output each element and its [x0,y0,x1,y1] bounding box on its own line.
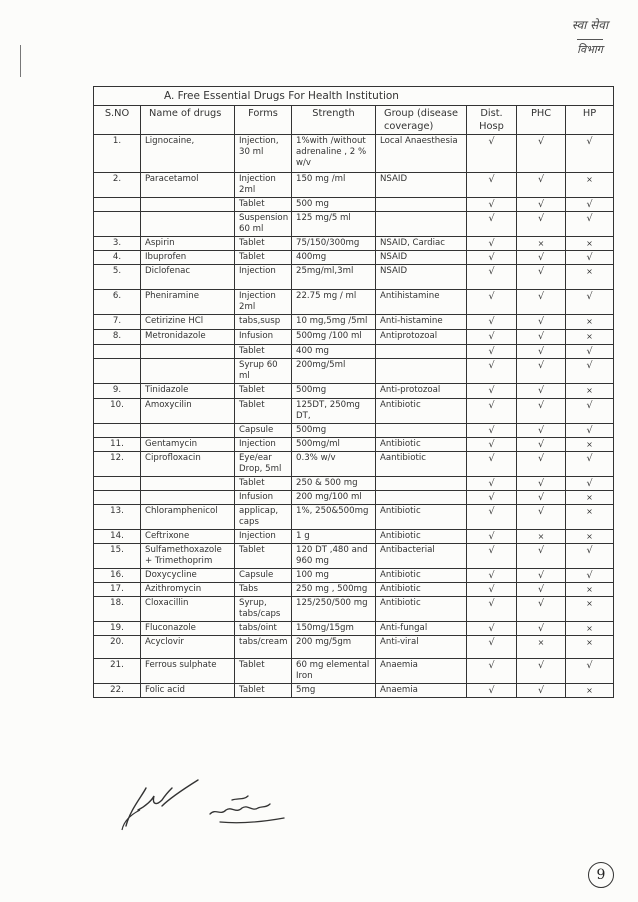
row-group: Antibiotic [376,569,467,583]
row-phc: √ [517,198,566,212]
row-sno: 6. [94,290,141,315]
handwritten-note-line1: स्वा सेवा [571,18,609,32]
row-hp: × [566,636,614,659]
row-group [376,359,467,384]
row-sno [94,198,141,212]
row-form: tabs,susp [235,315,292,330]
row-strength: 150mg/15gm [292,622,376,636]
row-sno [94,359,141,384]
row-hp: √ [566,399,614,424]
row-dist-hosp: √ [467,583,517,597]
row-strength: 125DT, 250mg DT, [292,399,376,424]
row-strength: 400 mg [292,345,376,359]
table-row [94,544,614,569]
table-row [94,212,614,237]
row-dist-hosp: √ [467,636,517,659]
row-strength: 22.75 mg / ml [292,290,376,315]
row-strength: 5mg [292,684,376,698]
handwritten-signatures [112,770,332,840]
row-form: Tablet [235,198,292,212]
table-row [94,659,614,684]
row-phc: √ [517,477,566,491]
table-row [94,530,614,544]
row-phc: √ [517,452,566,477]
row-strength: 250 & 500 mg [292,477,376,491]
row-drug-name: Paracetamol [141,173,235,198]
row-group: Antibacterial [376,544,467,569]
table-row [94,251,614,265]
table-row [94,622,614,636]
row-phc: √ [517,684,566,698]
row-dist-hosp: √ [467,491,517,505]
row-form: tabs/oint [235,622,292,636]
row-form: Suspension 60 ml [235,212,292,237]
row-form: applicap, caps [235,505,292,530]
row-dist-hosp: √ [467,330,517,345]
row-dist-hosp: √ [467,359,517,384]
handwritten-note [556,18,624,57]
scan-edge-mark [20,45,21,77]
row-strength: 500 mg [292,198,376,212]
header-dist-hosp: Dist. Hosp [467,106,517,135]
row-sno: 18. [94,597,141,622]
row-hp: × [566,438,614,452]
row-sno: 22. [94,684,141,698]
row-sno: 14. [94,530,141,544]
row-sno: 20. [94,636,141,659]
row-hp: × [566,505,614,530]
row-dist-hosp: √ [467,345,517,359]
row-strength: 25mg/ml,3ml [292,265,376,290]
row-form: Tablet [235,237,292,251]
row-phc: √ [517,173,566,198]
row-form: Tablet [235,345,292,359]
row-group: Aantibiotic [376,452,467,477]
header-group: Group (disease coverage) [376,106,467,135]
row-drug-name: Aspirin [141,237,235,251]
row-hp: √ [566,569,614,583]
header-hp: HP [566,106,614,135]
row-group: Anti-histamine [376,315,467,330]
row-strength: 200 mg/5gm [292,636,376,659]
row-strength: 250 mg , 500mg [292,583,376,597]
row-drug-name [141,359,235,384]
row-group [376,491,467,505]
row-phc: √ [517,659,566,684]
row-phc: × [517,636,566,659]
row-group: Anti-fungal [376,622,467,636]
row-group: NSAID, Cardiac [376,237,467,251]
row-hp: × [566,315,614,330]
row-drug-name: Tinidazole [141,384,235,399]
row-form: Tablet [235,544,292,569]
row-drug-name: Ibuprofen [141,251,235,265]
row-phc: √ [517,491,566,505]
header-strength: Strength [292,106,376,135]
row-strength: 1 g [292,530,376,544]
row-dist-hosp: √ [467,505,517,530]
row-sno: 7. [94,315,141,330]
table-row [94,345,614,359]
row-phc: √ [517,265,566,290]
row-strength: 500mg /100 ml [292,330,376,345]
row-group: Antibiotic [376,530,467,544]
row-sno: 19. [94,622,141,636]
row-hp: √ [566,659,614,684]
row-form: Tablet [235,399,292,424]
row-form: Injection 2ml [235,290,292,315]
row-group: Antibiotic [376,438,467,452]
table-row [94,359,614,384]
row-phc: √ [517,569,566,583]
row-dist-hosp: √ [467,597,517,622]
header-forms: Forms [235,106,292,135]
row-hp: × [566,597,614,622]
row-dist-hosp: √ [467,659,517,684]
drugs-table [93,86,614,698]
row-dist-hosp: √ [467,198,517,212]
row-drug-name [141,491,235,505]
row-drug-name: Doxycycline [141,569,235,583]
row-group [376,198,467,212]
row-sno [94,345,141,359]
row-group [376,212,467,237]
handwritten-note-line2: विभाग [577,39,603,57]
row-hp: √ [566,452,614,477]
signatures [112,770,332,840]
row-strength: 400mg [292,251,376,265]
page-number: 9 [588,862,614,888]
row-group: Antiprotozoal [376,330,467,345]
row-group: Antibiotic [376,399,467,424]
row-dist-hosp: √ [467,265,517,290]
row-dist-hosp: √ [467,237,517,251]
row-dist-hosp: √ [467,477,517,491]
row-phc: × [517,237,566,251]
table-row [94,315,614,330]
row-dist-hosp: √ [467,569,517,583]
row-sno: 21. [94,659,141,684]
row-sno [94,424,141,438]
row-dist-hosp: √ [467,384,517,399]
row-group: Anti-protozoal [376,384,467,399]
row-strength: 500mg [292,384,376,399]
row-group [376,345,467,359]
row-sno: 8. [94,330,141,345]
row-group [376,477,467,491]
row-drug-name [141,345,235,359]
row-form: Injection [235,438,292,452]
row-hp: × [566,173,614,198]
table-row [94,330,614,345]
row-drug-name: Acyclovir [141,636,235,659]
row-drug-name [141,198,235,212]
row-dist-hosp: √ [467,452,517,477]
row-dist-hosp: √ [467,622,517,636]
row-phc: √ [517,544,566,569]
row-dist-hosp: √ [467,173,517,198]
row-form: Injection [235,265,292,290]
row-form: Infusion [235,491,292,505]
row-hp: × [566,684,614,698]
row-dist-hosp: √ [467,684,517,698]
row-form: Tablet [235,477,292,491]
row-drug-name: Chloramphenicol [141,505,235,530]
row-strength: 500mg/ml [292,438,376,452]
row-hp: × [566,530,614,544]
row-phc: √ [517,505,566,530]
row-hp: √ [566,424,614,438]
row-dist-hosp: √ [467,424,517,438]
row-phc: √ [517,330,566,345]
row-form: Tablet [235,384,292,399]
row-drug-name: Sulfamethoxazole + Trimethoprim [141,544,235,569]
row-strength: 150 mg /ml [292,173,376,198]
row-hp: √ [566,544,614,569]
row-sno: 4. [94,251,141,265]
table-row [94,198,614,212]
table-row [94,569,614,583]
row-strength: 0.3% w/v [292,452,376,477]
row-sno: 2. [94,173,141,198]
row-hp: × [566,384,614,399]
row-strength: 75/150/300mg [292,237,376,251]
header-sno: S.NO [94,106,141,135]
row-phc: √ [517,583,566,597]
row-form: Injection, 30 ml [235,135,292,173]
row-form: Injection [235,530,292,544]
row-form: Tabs [235,583,292,597]
row-strength: 60 mg elemental Iron [292,659,376,684]
table-row [94,173,614,198]
row-drug-name [141,212,235,237]
row-phc: √ [517,345,566,359]
row-drug-name: Ceftrixone [141,530,235,544]
row-hp: √ [566,135,614,173]
table-row [94,424,614,438]
row-strength: 200 mg/100 ml [292,491,376,505]
row-drug-name: Cloxacillin [141,597,235,622]
row-sno: 16. [94,569,141,583]
row-strength: 10 mg,5mg /5ml [292,315,376,330]
row-hp: × [566,491,614,505]
row-drug-name: Ferrous sulphate [141,659,235,684]
row-strength: 1%with /without adrenaline , 2 % w/v [292,135,376,173]
row-group: NSAID [376,173,467,198]
row-group [376,424,467,438]
row-sno: 15. [94,544,141,569]
row-hp: × [566,622,614,636]
row-dist-hosp: √ [467,399,517,424]
row-dist-hosp: √ [467,544,517,569]
table-row [94,452,614,477]
row-strength: 125/250/500 mg [292,597,376,622]
row-form: Infusion [235,330,292,345]
row-group: Antihistamine [376,290,467,315]
row-phc: √ [517,315,566,330]
row-form: tabs/cream [235,636,292,659]
row-form: Capsule [235,569,292,583]
row-drug-name: Folic acid [141,684,235,698]
row-group: Antibiotic [376,505,467,530]
row-hp: × [566,237,614,251]
table-row [94,597,614,622]
table-row [94,399,614,424]
row-dist-hosp: √ [467,315,517,330]
table-row [94,135,614,173]
row-dist-hosp: √ [467,530,517,544]
row-drug-name: Ciprofloxacin [141,452,235,477]
row-hp: × [566,583,614,597]
row-drug-name: Diclofenac [141,265,235,290]
row-form: Injection 2ml [235,173,292,198]
row-drug-name: Pheniramine [141,290,235,315]
table-row [94,237,614,251]
row-sno: 3. [94,237,141,251]
row-dist-hosp: √ [467,438,517,452]
row-drug-name: Amoxycilin [141,399,235,424]
row-drug-name: Gentamycin [141,438,235,452]
row-strength: 200mg/5ml [292,359,376,384]
row-dist-hosp: √ [467,135,517,173]
row-group: Anaemia [376,659,467,684]
row-sno: 17. [94,583,141,597]
row-hp: × [566,330,614,345]
row-hp: √ [566,251,614,265]
row-dist-hosp: √ [467,251,517,265]
row-sno [94,477,141,491]
row-phc: √ [517,135,566,173]
row-form: Syrup, tabs/caps [235,597,292,622]
row-phc: √ [517,438,566,452]
row-group: Local Anaesthesia [376,135,467,173]
row-strength: 100 mg [292,569,376,583]
row-phc: √ [517,399,566,424]
row-phc: √ [517,622,566,636]
row-group: Anti-viral [376,636,467,659]
row-strength: 120 DT ,480 and 960 mg [292,544,376,569]
row-hp: √ [566,477,614,491]
row-drug-name: Metronidazole [141,330,235,345]
row-hp: √ [566,359,614,384]
row-group: Antibiotic [376,583,467,597]
row-sno: 9. [94,384,141,399]
table-body [94,135,614,698]
row-sno: 10. [94,399,141,424]
row-strength: 500mg [292,424,376,438]
row-sno: 12. [94,452,141,477]
row-dist-hosp: √ [467,290,517,315]
table-row [94,583,614,597]
table-row [94,265,614,290]
row-hp: √ [566,290,614,315]
row-strength: 125 mg/5 ml [292,212,376,237]
row-hp: √ [566,345,614,359]
row-group: Anaemia [376,684,467,698]
row-form: Tablet [235,684,292,698]
table-row [94,636,614,659]
header-name: Name of drugs [141,106,235,135]
header-phc: PHC [517,106,566,135]
row-phc: × [517,530,566,544]
row-group: NSAID [376,251,467,265]
row-group: Antibiotic [376,597,467,622]
row-phc: √ [517,290,566,315]
table-row [94,384,614,399]
row-form: Eye/ear Drop, 5ml [235,452,292,477]
row-drug-name: Lignocaine, [141,135,235,173]
row-form: Capsule [235,424,292,438]
row-sno [94,491,141,505]
row-phc: √ [517,597,566,622]
table-row [94,477,614,491]
row-phc: √ [517,424,566,438]
table-row [94,438,614,452]
row-phc: √ [517,359,566,384]
table-row [94,290,614,315]
row-hp: × [566,265,614,290]
table-title: A. Free Essential Drugs For Health Institution [94,87,614,106]
row-sno [94,212,141,237]
row-sno: 1. [94,135,141,173]
row-form: Tablet [235,659,292,684]
row-drug-name [141,477,235,491]
row-dist-hosp: √ [467,212,517,237]
row-phc: √ [517,251,566,265]
row-sno: 5. [94,265,141,290]
row-phc: √ [517,384,566,399]
table-row [94,684,614,698]
row-drug-name: Cetirizine HCl [141,315,235,330]
row-strength: 1%, 250&500mg [292,505,376,530]
row-drug-name: Fluconazole [141,622,235,636]
row-sno: 13. [94,505,141,530]
row-group: NSAID [376,265,467,290]
row-form: Syrup 60 ml [235,359,292,384]
row-hp: √ [566,198,614,212]
row-sno: 11. [94,438,141,452]
row-phc: √ [517,212,566,237]
table-row [94,505,614,530]
row-drug-name: Azithromycin [141,583,235,597]
table-row [94,491,614,505]
row-hp: √ [566,212,614,237]
row-drug-name [141,424,235,438]
table-header-row [94,106,614,135]
row-form: Tablet [235,251,292,265]
